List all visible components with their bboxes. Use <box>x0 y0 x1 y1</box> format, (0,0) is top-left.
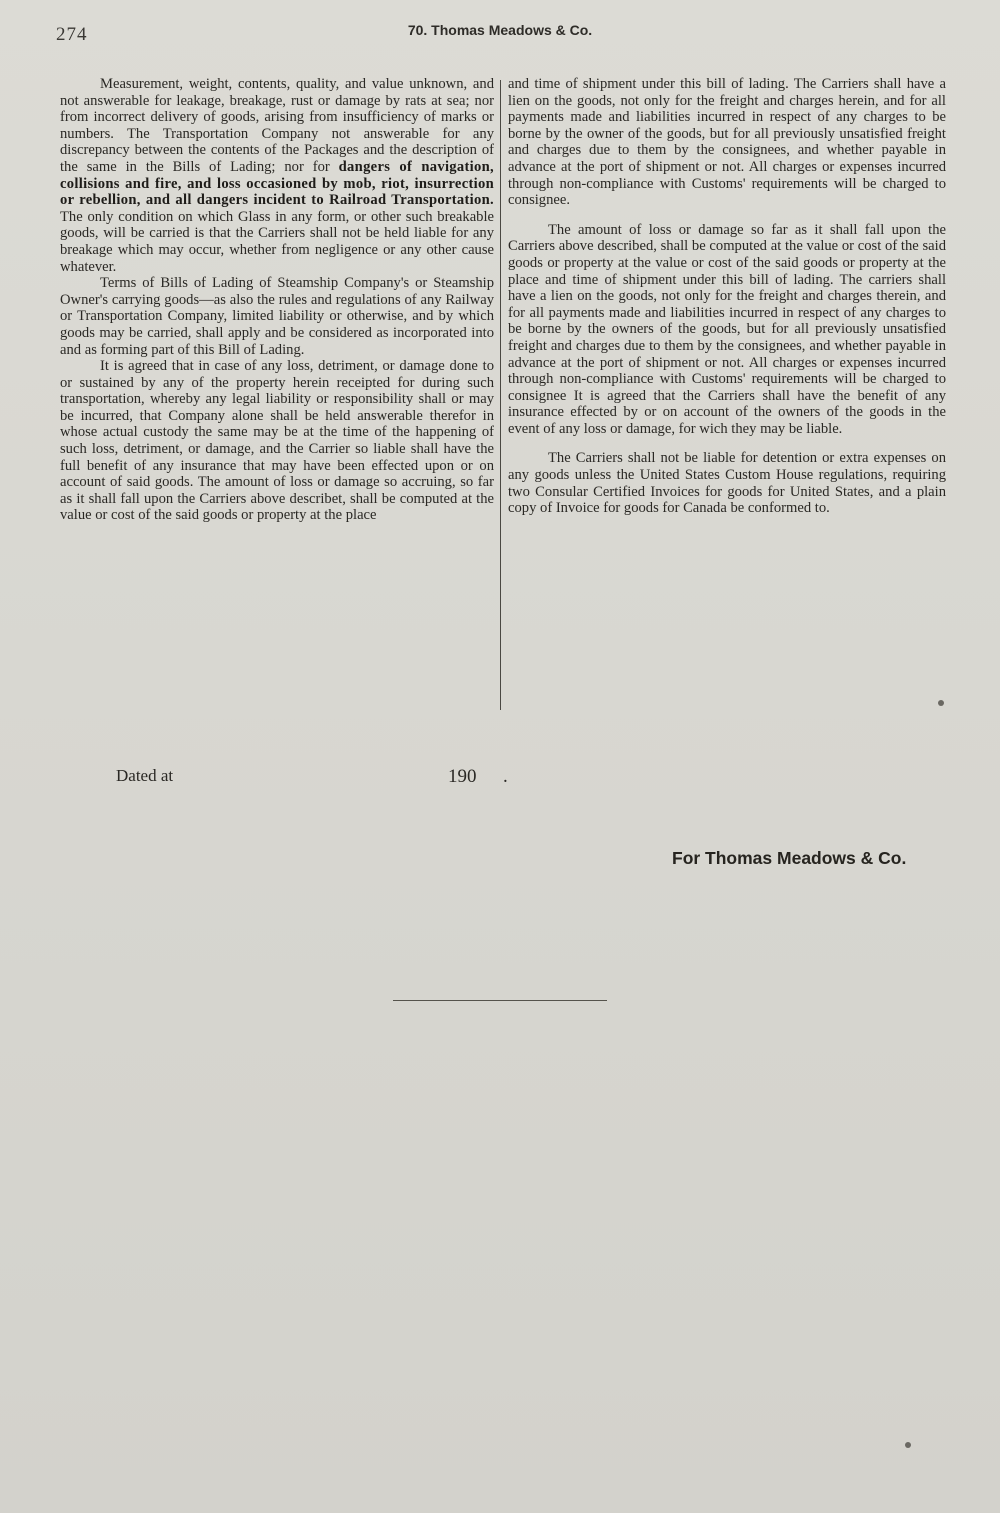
ink-speck <box>905 1442 911 1448</box>
right-column <box>508 76 946 517</box>
clause-lien-continued: and time of shipment under this bill of lading. The Carriers shall have a lien on the goods, not only for the freight and charges herein, and for all payments made and liabilities incurred in respect of any charges to be borne by the owner of the goods, but for all previously unsatisfied freight and charges due to them by the consignees, and whether payable in advance at the port of shipment or not. All charges or expenses incurred through non-compliance with Customs' requirements will be charged to consignee. <box>508 76 946 209</box>
running-head: 70. Thomas Meadows & Co. <box>407 22 593 38</box>
dated-separator: . <box>503 766 508 787</box>
clause-measurement <box>60 76 494 275</box>
clause-dangers-bold: dangers of navigation, collisions and fire, and loss occasioned by mob, riot, insurrection or rebellion, and all dangers incident to Railroad Transportation. <box>60 158 494 209</box>
column-divider <box>500 80 501 710</box>
ink-speck <box>938 700 944 706</box>
left-column <box>60 76 494 524</box>
clause-measurement-intro: Measurement, weight, contents, quality, and value unknown, and not answerable for leakage, breakage, rust or damage by rats at sea; nor from incorrect delivery of goods, arising from insufficiency of marks or numbers. The Transportation Company not answerable for any discrepancy between the contents of the Packages and the description of the same in the Bills of Lading; nor for <box>60 76 494 175</box>
dated-label: Dated at <box>116 766 174 785</box>
clause-detention: The Carriers shall not be liable for detention or extra expenses on any goods unless the United States Custom House regulations, requiring two Consular Certified Invoices for goods for United States, and a plain copy of Invoice for goods for Canada be conformed to. <box>508 450 946 517</box>
clause-measurement-rest: The only condition on which Glass in any form, or other such breakable goods, will be carried is that the Carriers shall not be held liable for any breakage which may occur, whether from negligence or any other cause whatever. <box>60 208 494 275</box>
clause-loss-detriment: It is agreed that in case of any loss, detriment, or damage done to or sustained by any of the property herein receipted for during such transportation, whereby any legal liability or responsibility shall or may be incurred, that Company alone shall be held answerable therefor in whose actual custody the same may be at the time of the happening of such loss, detriment, or damage, and the Carrier so liable shall have the full benefit of any insurance that may have been effected upon or on account of said goods. The amount of loss or damage so accruing, so far as it shall fall upon the Carriers above describet, shall be computed at the value or cost of the said goods or property at the place <box>60 358 494 524</box>
dated-year: 190 <box>448 766 477 787</box>
clause-steamship-terms: Terms of Bills of Lading of Steamship Company's or Steamship Owner's carrying goods—as also the rules and regulations of any Railway or Transportation Company, limited liability or otherwise, and by which goods may be carried, shall apply and be considered as incorporated into and as forming part of this Bill of Lading. <box>60 275 494 358</box>
clause-amount-of-loss: The amount of loss or damage so far as it shall fall upon the Carriers above described, shall be computed at the value or cost of the said goods or property at the value or cost of the said goods or property at the place and time of shipment under this bill of lading. The carriers shall have a lien on the goods, not only for the freight and charges therein, and for all payments made and liabilities incurred in respect of any charges to be borne by the owners of the goods, but for all previously unsatisfied freight and charges due to them by the consignees, and whether payable in advance at the port of shipment or not. All charges or expenses incurred through non-compliance with Customs' requirements will be charged to consignee It is agreed that the Carriers shall have the benefit of any insurance effected by or on account of the owners of the goods in the event of any loss or damage, for wich they may be liable. <box>508 221 946 437</box>
signatory: For Thomas Meadows & Co. <box>672 848 907 868</box>
page-number: 274 <box>56 24 88 45</box>
signature-line <box>393 1000 607 1001</box>
